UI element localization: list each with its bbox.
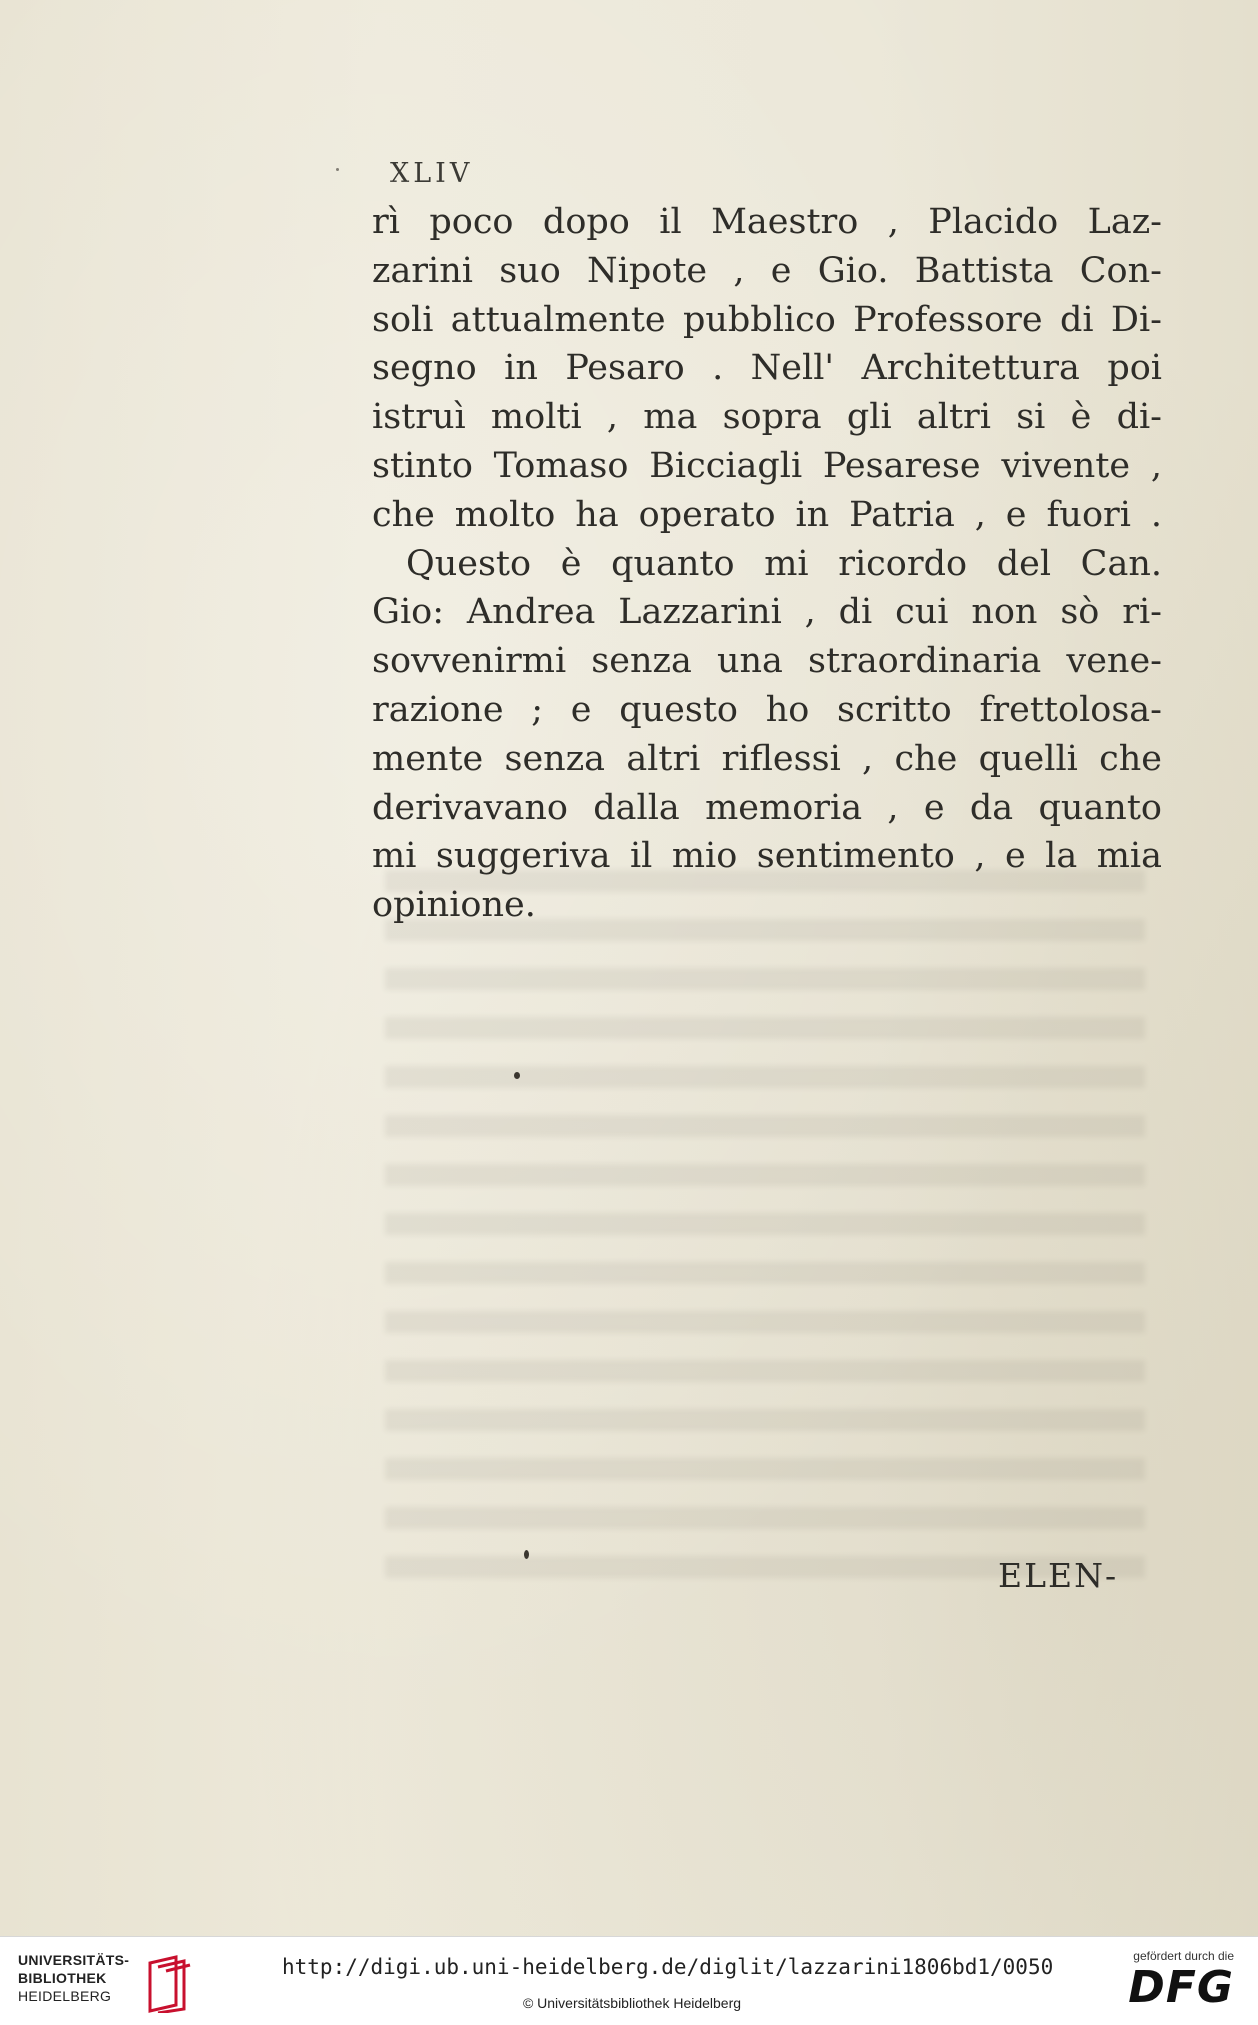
library-name-line3: HEIDELBERG (18, 1988, 112, 2004)
funder-label: gefördert durch die (1133, 1949, 1234, 1963)
text-line: segno in Pesaro . Nell' Architettura poi (372, 348, 1162, 389)
library-name-line1: UNIVERSITÄTS- (18, 1952, 130, 1968)
text-line: razione ; e questo ho scritto frettolosa- (372, 689, 1162, 730)
copyright-notice: © Universitätsbibliothek Heidelberg (522, 1995, 742, 2011)
text-line: rì poco dopo il Maestro , Placido Laz- (372, 202, 1162, 242)
body-text (372, 198, 1162, 930)
catchword: ELEN- (998, 1556, 1119, 1595)
library-emblem-icon (146, 1955, 192, 2013)
text-line: soli attualmente pubblico Professore di Di- (372, 299, 1162, 340)
text-line: opinione. (372, 885, 536, 926)
library-name-line2: BIBLIOTHEK (18, 1970, 107, 1986)
ink-speck (336, 168, 339, 171)
text-line: sovvenirmi senza una straordinaria vene- (372, 641, 1162, 682)
page-number: XLIV (390, 158, 474, 189)
permalink-url[interactable]: http://digi.ub.uni-heidelberg.de/diglit/lazzarini1806bd1/0050 (282, 1955, 1054, 1979)
ink-speck (514, 1072, 520, 1079)
text-line: mi suggeriva il mio sentimento , e la mia (372, 836, 1162, 877)
show-through-text (385, 870, 1145, 1590)
footer-bar (0, 1936, 1258, 2025)
funder-block[interactable] (1094, 1949, 1234, 2013)
text-line: stinto Tomaso Bicciagli Pesarese vivente , (372, 445, 1162, 486)
text-line: zarini suo Nipote , e Gio. Battista Con- (372, 250, 1162, 291)
text-line: mente senza altri riflessi , che quelli che (372, 738, 1162, 779)
text-line: istruì molti , ma sopra gli altri si è di- (372, 397, 1162, 438)
text-line: che molto ha operato in Patria , e fuori . (372, 494, 1162, 535)
ink-speck (524, 1550, 529, 1559)
library-logo[interactable] (18, 1951, 188, 2013)
text-line: Gio: Andrea Lazzarini , di cui non sò ri- (372, 592, 1162, 633)
text-line: Questo è quanto mi ricordo del Can. (406, 543, 1162, 584)
dfg-logo: DFG (1128, 1962, 1234, 2013)
text-line: derivavano dalla memoria , e da quanto (372, 787, 1162, 828)
